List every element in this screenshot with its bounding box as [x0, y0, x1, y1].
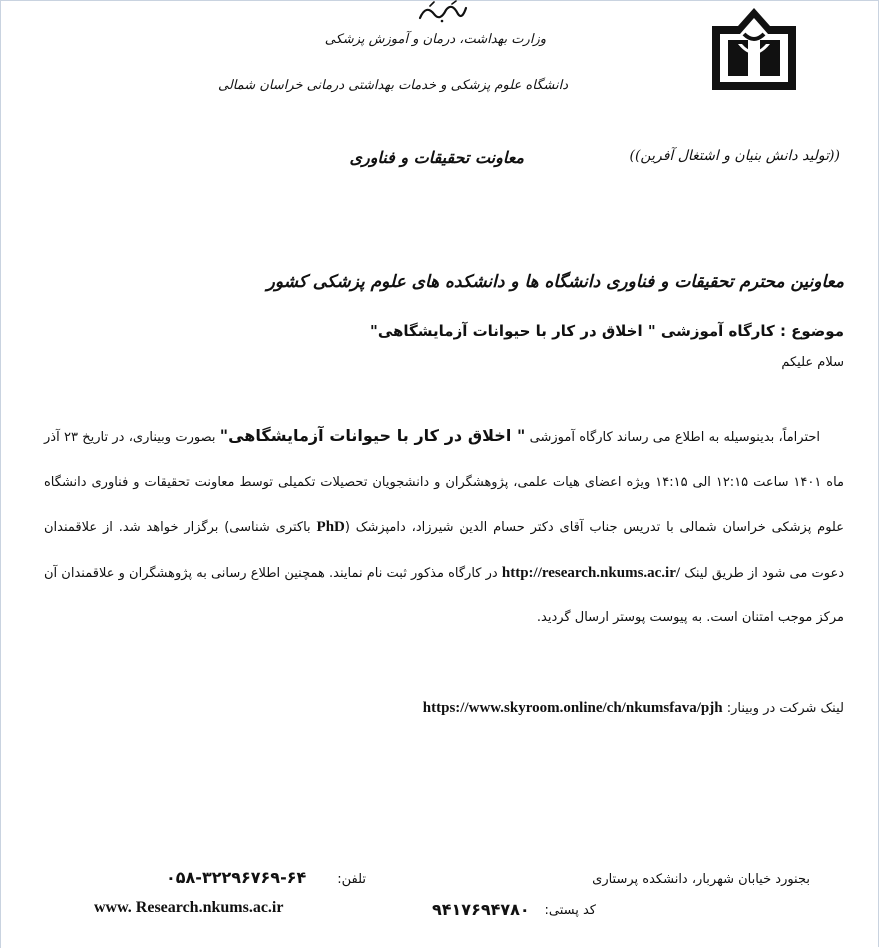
- page-left-border: [0, 0, 1, 948]
- footer-phone: ۰۵۸-۳۲۲۹۶۷۶۹-۶۴: [166, 868, 307, 887]
- webinar-label: لینک شرکت در وبینار:: [726, 701, 844, 716]
- body-paragraph: [44, 414, 844, 641]
- footer-address: بجنورد خیابان شهربار، دانشکده پرستاری: [592, 872, 810, 887]
- body-intro: احتراماً، بدینوسیله به اطلاع می رساند کارگاه آموزشی: [529, 430, 821, 445]
- phd-label: PhD: [316, 519, 345, 535]
- footer-phone-label: تلفن:: [337, 872, 366, 887]
- webinar-link[interactable]: https://www.skyroom.online/ch/nkumsfava/pjh: [422, 700, 723, 716]
- footer-postal-code: ۹۴۱۷۶۹۴۷۸۰: [432, 900, 530, 919]
- letter-body: [44, 414, 844, 641]
- body-registration: باکتری شناسی) برگزار خواهد شد. از علاقمندان دعوت می شود از طریق لینک: [44, 520, 844, 581]
- body-closing: در کارگاه مذکور ثبت نام نمایند. همچنین اطلاع رسانی به پژوهشگران و علاقمندان آن مرکز موجب امتنان است. به پیوست پوستر ارسال گردید.: [44, 565, 844, 625]
- workshop-title: " اخلاق در کار با حیوانات آزمایشگاهی": [219, 426, 526, 445]
- body-details: بصورت وبیناری، در تاریخ ۲۳ آذر ماه ۱۴۰۱ ساعت ۱۲:۱۵ الی ۱۴:۱۵ ویژه اعضای هیات علمی، پژوهشگران و دانشجویان تحصیلات تکمیلی توسط معاونت تحقیقات و فناوری دانشگاه علوم پزشکی خراسان شمالی با تدریس جناب آقای دکتر حسام الدین شیرزاد، دامپزشک (: [44, 430, 844, 535]
- slogan: ((تولید دانش بنیان و اشتغال آفرین)): [629, 148, 840, 164]
- footer-website[interactable]: www. Research.nkums.ac.ir: [94, 899, 284, 916]
- university-logo: [708, 4, 800, 94]
- deputy-title: معاونت تحقیقات و فناوری: [349, 148, 524, 167]
- basmala-calligraphy: [412, 0, 472, 24]
- recipient-line: معاونین محترم تحقیقات و فناوری دانشگاه ها و دانشکده های علوم پزشکی کشور: [266, 272, 844, 292]
- research-link[interactable]: http://research.nkums.ac.ir/: [501, 564, 681, 581]
- webinar-link-row: [423, 700, 844, 717]
- ministry-name: وزارت بهداشت، درمان و آموزش پزشکی: [324, 32, 546, 47]
- greeting: سلام علیکم: [781, 355, 844, 370]
- subject-line: موضوع : کارگاه آموزشی " اخلاق در کار با حیوانات آزمایشگاهی": [370, 322, 844, 340]
- footer-postal-label: کد پستی:: [544, 903, 596, 918]
- university-name: دانشگاه علوم پزشکی و خدمات بهداشتی درمانی خراسان شمالی: [218, 78, 568, 93]
